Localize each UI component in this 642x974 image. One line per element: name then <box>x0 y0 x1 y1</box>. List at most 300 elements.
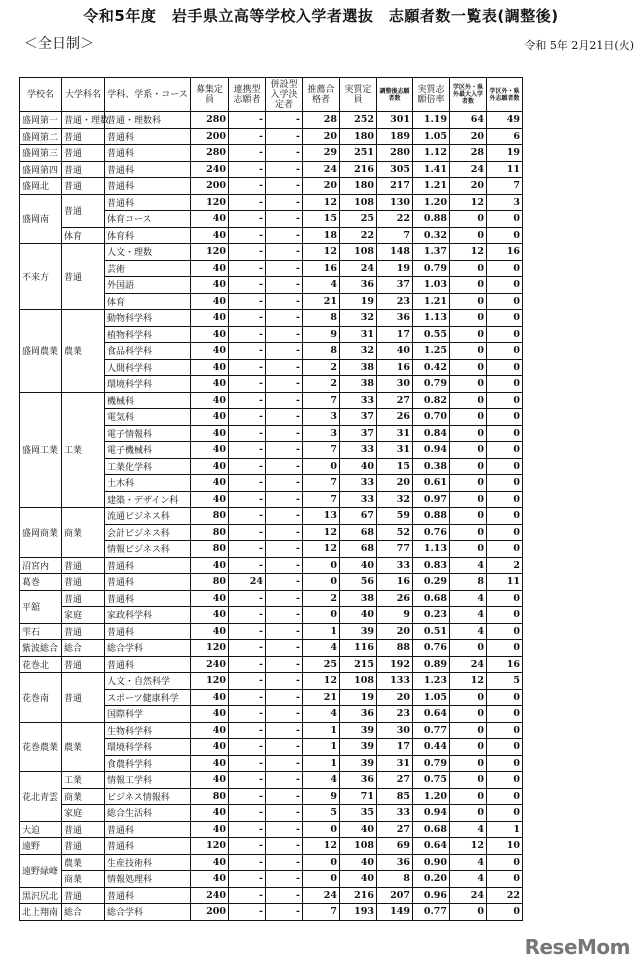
header-real-capacity: 実質定員 <box>340 78 377 112</box>
out-applicants: 0 <box>487 607 523 624</box>
table-row <box>20 244 523 261</box>
ratio: 0.79 <box>413 376 450 393</box>
capacity: 40 <box>191 442 229 459</box>
school-name: 盛岡工業 <box>20 392 62 508</box>
table-row <box>20 838 523 855</box>
renkei: - <box>229 739 266 756</box>
capacity: 240 <box>191 656 229 673</box>
capacity: 40 <box>191 211 229 228</box>
out-applicants: 0 <box>487 722 523 739</box>
course-name: 総合生活科 <box>105 805 191 822</box>
real-capacity: 36 <box>340 772 377 789</box>
heisetsu: - <box>266 607 303 624</box>
out-applicants: 11 <box>487 161 523 178</box>
recommended: 0 <box>303 854 340 871</box>
real-capacity: 38 <box>340 359 377 376</box>
course-name: 環境科学科 <box>105 376 191 393</box>
capacity: 40 <box>191 310 229 327</box>
applicants: 9 <box>377 607 413 624</box>
real-capacity: 193 <box>340 904 377 921</box>
capacity: 240 <box>191 887 229 904</box>
applicants: 130 <box>377 194 413 211</box>
table-row <box>20 161 523 178</box>
course-name: 工業化学科 <box>105 458 191 475</box>
applicants: 33 <box>377 557 413 574</box>
major-category: 普通 <box>62 821 105 838</box>
school-name: 葛巻 <box>20 574 62 591</box>
out-max: 0 <box>450 722 487 739</box>
ratio: 0.42 <box>413 359 450 376</box>
real-capacity: 56 <box>340 574 377 591</box>
heisetsu: - <box>266 673 303 690</box>
out-max: 0 <box>450 475 487 492</box>
applicants: 19 <box>377 260 413 277</box>
major-category: 普通 <box>62 557 105 574</box>
recommended: 0 <box>303 458 340 475</box>
heisetsu: - <box>266 343 303 360</box>
recommended: 9 <box>303 788 340 805</box>
renkei: - <box>229 277 266 294</box>
renkei: - <box>229 788 266 805</box>
ratio: 0.90 <box>413 854 450 871</box>
course-name: 総合学科 <box>105 904 191 921</box>
course-name: 人文・理数 <box>105 244 191 261</box>
capacity: 40 <box>191 821 229 838</box>
out-applicants: 5 <box>487 673 523 690</box>
real-capacity: 38 <box>340 376 377 393</box>
heisetsu: - <box>266 508 303 525</box>
applicants: 85 <box>377 788 413 805</box>
renkei: - <box>229 161 266 178</box>
heisetsu: - <box>266 887 303 904</box>
ratio: 0.32 <box>413 227 450 244</box>
applicants: 16 <box>377 359 413 376</box>
capacity: 40 <box>191 706 229 723</box>
real-capacity: 67 <box>340 508 377 525</box>
applicants: 148 <box>377 244 413 261</box>
recommended: 0 <box>303 821 340 838</box>
out-max: 24 <box>450 887 487 904</box>
header-applicants: 調整後志願者数 <box>377 78 413 112</box>
heisetsu: - <box>266 359 303 376</box>
applicants: 301 <box>377 112 413 129</box>
ratio: 0.68 <box>413 821 450 838</box>
heisetsu: - <box>266 310 303 327</box>
renkei: - <box>229 590 266 607</box>
applicants: 20 <box>377 689 413 706</box>
heisetsu: - <box>266 838 303 855</box>
course-name: 国際科学 <box>105 706 191 723</box>
out-max: 0 <box>450 376 487 393</box>
renkei: - <box>229 854 266 871</box>
applicants: 36 <box>377 310 413 327</box>
heisetsu: - <box>266 574 303 591</box>
ratio: 0.94 <box>413 805 450 822</box>
real-capacity: 216 <box>340 161 377 178</box>
renkei: 24 <box>229 574 266 591</box>
school-name: 花北青雲 <box>20 772 62 822</box>
applicants: 59 <box>377 508 413 525</box>
heisetsu: - <box>266 689 303 706</box>
real-capacity: 32 <box>340 343 377 360</box>
out-applicants: 0 <box>487 541 523 558</box>
applicants: 133 <box>377 673 413 690</box>
ratio: 0.88 <box>413 508 450 525</box>
school-name: 遠野 <box>20 838 62 855</box>
course-name: 普通科 <box>105 821 191 838</box>
out-max: 20 <box>450 128 487 145</box>
recommended: 12 <box>303 541 340 558</box>
capacity: 200 <box>191 904 229 921</box>
out-applicants: 0 <box>487 277 523 294</box>
heisetsu: - <box>266 376 303 393</box>
out-max: 0 <box>450 491 487 508</box>
capacity: 40 <box>191 590 229 607</box>
heisetsu: - <box>266 524 303 541</box>
recommended: 12 <box>303 244 340 261</box>
course-name: 芸術 <box>105 260 191 277</box>
school-name: 大迫 <box>20 821 62 838</box>
real-capacity: 108 <box>340 244 377 261</box>
recommended: 25 <box>303 656 340 673</box>
ratio: 0.88 <box>413 211 450 228</box>
course-name: 人文・自然科学 <box>105 673 191 690</box>
ratio: 0.51 <box>413 623 450 640</box>
out-max: 0 <box>450 359 487 376</box>
major-category: 総合 <box>62 640 105 657</box>
out-max: 4 <box>450 871 487 888</box>
heisetsu: - <box>266 805 303 822</box>
applicants: 40 <box>377 343 413 360</box>
school-name: 盛岡商業 <box>20 508 62 558</box>
table-row <box>20 788 523 805</box>
real-capacity: 39 <box>340 623 377 640</box>
renkei: - <box>229 541 266 558</box>
applicants: 26 <box>377 590 413 607</box>
real-capacity: 216 <box>340 887 377 904</box>
course-name: 生産技術科 <box>105 854 191 871</box>
out-max: 28 <box>450 145 487 162</box>
capacity: 40 <box>191 409 229 426</box>
recommended: 2 <box>303 359 340 376</box>
out-applicants: 22 <box>487 887 523 904</box>
recommended: 8 <box>303 343 340 360</box>
out-max: 0 <box>450 458 487 475</box>
major-category: 総合 <box>62 904 105 921</box>
course-name: 普通科 <box>105 194 191 211</box>
heisetsu: - <box>266 211 303 228</box>
out-applicants: 19 <box>487 145 523 162</box>
course-name: 情報工学科 <box>105 772 191 789</box>
out-max: 0 <box>450 293 487 310</box>
course-name: 環境科学科 <box>105 739 191 756</box>
out-max: 4 <box>450 607 487 624</box>
recommended: 1 <box>303 739 340 756</box>
heisetsu: - <box>266 442 303 459</box>
recommended: 21 <box>303 293 340 310</box>
out-max: 0 <box>450 277 487 294</box>
major-category: 普通 <box>62 194 105 227</box>
header-renkei: 連携型志願者 <box>229 78 266 112</box>
out-applicants: 0 <box>487 805 523 822</box>
applicants: 69 <box>377 838 413 855</box>
applicants: 305 <box>377 161 413 178</box>
out-max: 4 <box>450 623 487 640</box>
recommended: 2 <box>303 590 340 607</box>
table-row <box>20 623 523 640</box>
real-capacity: 19 <box>340 689 377 706</box>
applicants: 30 <box>377 376 413 393</box>
heisetsu: - <box>266 475 303 492</box>
out-applicants: 0 <box>487 772 523 789</box>
ratio: 0.70 <box>413 409 450 426</box>
table-row <box>20 574 523 591</box>
heisetsu: - <box>266 640 303 657</box>
course-name: 機械科 <box>105 392 191 409</box>
recommended: 13 <box>303 508 340 525</box>
table-row <box>20 178 523 195</box>
out-max: 0 <box>450 739 487 756</box>
capacity: 40 <box>191 557 229 574</box>
ratio: 0.44 <box>413 739 450 756</box>
renkei: - <box>229 211 266 228</box>
course-name: 普通科 <box>105 145 191 162</box>
recommended: 4 <box>303 772 340 789</box>
real-capacity: 33 <box>340 475 377 492</box>
capacity: 120 <box>191 194 229 211</box>
ratio: 1.20 <box>413 194 450 211</box>
out-applicants: 16 <box>487 656 523 673</box>
renkei: - <box>229 640 266 657</box>
table-row <box>20 590 523 607</box>
out-applicants: 0 <box>487 425 523 442</box>
applicants: 280 <box>377 145 413 162</box>
table-row <box>20 392 523 409</box>
heisetsu: - <box>266 409 303 426</box>
heisetsu: - <box>266 293 303 310</box>
renkei: - <box>229 359 266 376</box>
renkei: - <box>229 871 266 888</box>
out-max: 0 <box>450 904 487 921</box>
major-category: 商業 <box>62 871 105 888</box>
out-applicants: 0 <box>487 343 523 360</box>
out-max: 4 <box>450 557 487 574</box>
table-row <box>20 871 523 888</box>
course-name: 体育科 <box>105 227 191 244</box>
out-applicants: 0 <box>487 623 523 640</box>
course-name: 会計ビジネス科 <box>105 524 191 541</box>
capacity: 40 <box>191 623 229 640</box>
real-capacity: 24 <box>340 260 377 277</box>
school-name: 遠野緑峰 <box>20 854 62 887</box>
recommended: 5 <box>303 805 340 822</box>
out-applicants: 0 <box>487 359 523 376</box>
major-category: 家庭 <box>62 607 105 624</box>
course-name: 生物科学科 <box>105 722 191 739</box>
applicants: 26 <box>377 409 413 426</box>
school-name: 花巻農業 <box>20 722 62 772</box>
applicants: 17 <box>377 739 413 756</box>
table-row <box>20 772 523 789</box>
capacity: 40 <box>191 227 229 244</box>
major-category: 農業 <box>62 310 105 393</box>
real-capacity: 215 <box>340 656 377 673</box>
header-course: 学科、学系・コース <box>105 78 191 112</box>
out-applicants: 0 <box>487 376 523 393</box>
capacity: 40 <box>191 260 229 277</box>
real-capacity: 36 <box>340 277 377 294</box>
resemom-logo: ReseMom <box>524 935 630 959</box>
major-category: 工業 <box>62 772 105 789</box>
capacity: 80 <box>191 541 229 558</box>
recommended: 4 <box>303 706 340 723</box>
recommended: 16 <box>303 260 340 277</box>
out-applicants: 0 <box>487 310 523 327</box>
capacity: 40 <box>191 689 229 706</box>
table-body <box>20 112 523 921</box>
renkei: - <box>229 409 266 426</box>
real-capacity: 68 <box>340 524 377 541</box>
out-applicants: 0 <box>487 326 523 343</box>
capacity: 80 <box>191 524 229 541</box>
out-applicants: 0 <box>487 524 523 541</box>
renkei: - <box>229 623 266 640</box>
real-capacity: 251 <box>340 145 377 162</box>
ratio: 0.64 <box>413 706 450 723</box>
heisetsu: - <box>266 260 303 277</box>
applicants: 15 <box>377 458 413 475</box>
course-name: 電子機械科 <box>105 442 191 459</box>
applicants: 17 <box>377 326 413 343</box>
recommended: 20 <box>303 178 340 195</box>
out-max: 0 <box>450 755 487 772</box>
applicants: 207 <box>377 887 413 904</box>
capacity: 240 <box>191 161 229 178</box>
applicants: 30 <box>377 722 413 739</box>
table-row <box>20 673 523 690</box>
major-category: 工業 <box>62 392 105 508</box>
applicants: 192 <box>377 656 413 673</box>
ratio: 0.82 <box>413 392 450 409</box>
ratio: 1.23 <box>413 673 450 690</box>
ratio: 0.38 <box>413 458 450 475</box>
renkei: - <box>229 425 266 442</box>
school-name: 平舘 <box>20 590 62 623</box>
major-category: 普通 <box>62 838 105 855</box>
out-max: 12 <box>450 194 487 211</box>
applicants: 27 <box>377 772 413 789</box>
major-category: 体育 <box>62 227 105 244</box>
out-max: 4 <box>450 590 487 607</box>
out-applicants: 0 <box>487 442 523 459</box>
out-max: 0 <box>450 425 487 442</box>
heisetsu: - <box>266 491 303 508</box>
real-capacity: 108 <box>340 194 377 211</box>
out-max: 0 <box>450 640 487 657</box>
real-capacity: 40 <box>340 458 377 475</box>
course-name: 植物科学科 <box>105 326 191 343</box>
out-max: 64 <box>450 112 487 129</box>
course-name: 建築・デザイン科 <box>105 491 191 508</box>
real-capacity: 32 <box>340 310 377 327</box>
recommended: 8 <box>303 310 340 327</box>
out-applicants: 0 <box>487 293 523 310</box>
out-applicants: 10 <box>487 838 523 855</box>
out-max: 24 <box>450 161 487 178</box>
real-capacity: 25 <box>340 211 377 228</box>
recommended: 12 <box>303 524 340 541</box>
applicants: 27 <box>377 821 413 838</box>
renkei: - <box>229 557 266 574</box>
out-applicants: 0 <box>487 871 523 888</box>
page-title: 令和5年度 岩手県立高等学校入学者選抜 志願者数一覧表(調整後) <box>83 7 559 25</box>
course-name: 総合学科 <box>105 640 191 657</box>
applicants: 36 <box>377 854 413 871</box>
ratio: 1.37 <box>413 244 450 261</box>
renkei: - <box>229 244 266 261</box>
out-max: 0 <box>450 788 487 805</box>
ratio: 1.03 <box>413 277 450 294</box>
table-row <box>20 128 523 145</box>
recommended: 3 <box>303 409 340 426</box>
course-name: 体育コース <box>105 211 191 228</box>
heisetsu: - <box>266 739 303 756</box>
major-category: 普通 <box>62 574 105 591</box>
recommended: 12 <box>303 673 340 690</box>
table-row <box>20 557 523 574</box>
capacity: 40 <box>191 854 229 871</box>
ratio: 1.20 <box>413 788 450 805</box>
renkei: - <box>229 755 266 772</box>
course-name: 普通科 <box>105 623 191 640</box>
recommended: 7 <box>303 442 340 459</box>
table-row <box>20 904 523 921</box>
capacity: 40 <box>191 607 229 624</box>
ratio: 0.77 <box>413 722 450 739</box>
heisetsu: - <box>266 871 303 888</box>
capacity: 40 <box>191 359 229 376</box>
renkei: - <box>229 689 266 706</box>
capacity: 40 <box>191 475 229 492</box>
out-applicants: 0 <box>487 458 523 475</box>
school-name: 盛岡第二 <box>20 128 62 145</box>
header-capacity: 募集定員 <box>191 78 229 112</box>
out-applicants: 0 <box>487 392 523 409</box>
capacity: 200 <box>191 128 229 145</box>
ratio: 1.05 <box>413 128 450 145</box>
recommended: 29 <box>303 145 340 162</box>
school-name: 沼宮内 <box>20 557 62 574</box>
table-row <box>20 656 523 673</box>
course-name: 食品科学科 <box>105 343 191 360</box>
out-max: 4 <box>450 854 487 871</box>
renkei: - <box>229 178 266 195</box>
out-applicants: 0 <box>487 260 523 277</box>
real-capacity: 40 <box>340 854 377 871</box>
applicants: 20 <box>377 623 413 640</box>
ratio: 1.21 <box>413 178 450 195</box>
capacity: 280 <box>191 145 229 162</box>
applicants: 8 <box>377 871 413 888</box>
table-row <box>20 112 523 129</box>
ratio: 0.64 <box>413 838 450 855</box>
table-header-row <box>20 78 523 112</box>
table-row <box>20 722 523 739</box>
ratio: 0.94 <box>413 442 450 459</box>
renkei: - <box>229 475 266 492</box>
out-max: 24 <box>450 656 487 673</box>
recommended: 20 <box>303 128 340 145</box>
